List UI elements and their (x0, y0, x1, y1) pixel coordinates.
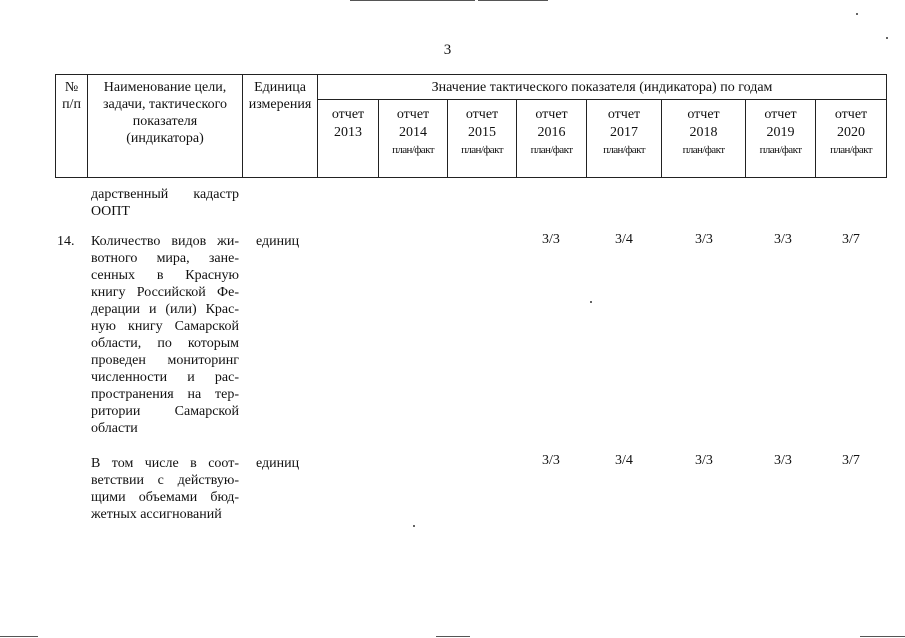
row-14-sub-name: В том числе в соот- ветствии с действую- щими объемами бюд- жетных ассигнований (91, 456, 239, 522)
header-values-title: Значение тактического показателя (индикатора) по годам (318, 75, 887, 100)
header-year-2017: отчет 2017 план/факт (587, 100, 662, 178)
header-year-2015: отчет 2015 план/факт (448, 100, 517, 178)
table-header (55, 74, 887, 178)
header-year-2019: отчет 2019 план/факт (746, 100, 816, 178)
scan-artifact-bottom (0, 636, 38, 637)
row-continuation-name: дарственный кадастр ООПТ (91, 187, 239, 219)
header-name: Наименование цели, задачи, тактического показателя (индикатора) (88, 75, 243, 178)
row-14-sub-value-2017: 3/4 (615, 453, 633, 468)
scan-artifact-top (350, 0, 475, 1)
row-14-sub-value-2019: 3/3 (774, 453, 792, 468)
scan-speck (590, 301, 592, 303)
header-year-2014: отчет 2014 план/факт (379, 100, 448, 178)
row-14-sub-value-2016: 3/3 (542, 453, 560, 468)
row-14-value-2019: 3/3 (774, 232, 792, 247)
header-year-2016: отчет 2016 план/факт (517, 100, 587, 178)
header-year-2020: отчет 2020 план/факт (816, 100, 887, 178)
header-year-2018: отчет 2018 план/факт (662, 100, 746, 178)
scan-artifact-bottom (860, 636, 905, 637)
row-14-value-2018: 3/3 (695, 232, 713, 247)
row-14-unit: единиц (256, 234, 300, 249)
scan-speck (886, 37, 888, 39)
row-14-sub-value-2018: 3/3 (695, 453, 713, 468)
row-14-value-2017: 3/4 (615, 232, 633, 247)
header-year-2013: отчет 2013 (318, 100, 379, 178)
page-number: 3 (443, 42, 452, 58)
row-14-sub-unit: единиц (256, 456, 300, 471)
scan-artifact-top (478, 0, 548, 1)
row-14-number: 14. (57, 234, 75, 249)
row-14-name: Количество видов жи- вотного мира, зане- сенных в Красную книгу Российской Фе- дерации и (или) Крас- ную книгу Самарской области, по которым проведен мониторинг численности и рас- пространения на тер- ритории Самарской области (91, 234, 239, 436)
row-14-value-2016: 3/3 (542, 232, 560, 247)
header-unit: Единица измерения (243, 75, 318, 178)
scan-artifact-bottom (436, 636, 470, 637)
scan-speck (856, 13, 858, 15)
scan-speck (413, 525, 415, 527)
header-num: № п/п (56, 75, 88, 178)
row-14-value-2020: 3/7 (842, 232, 860, 247)
row-14-sub-value-2020: 3/7 (842, 453, 860, 468)
